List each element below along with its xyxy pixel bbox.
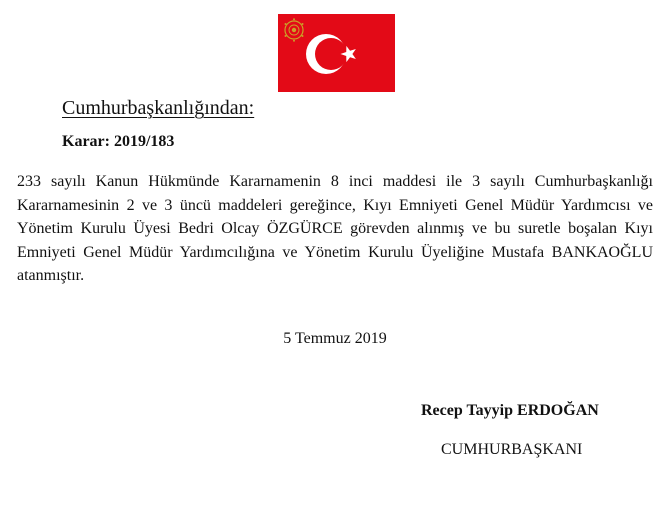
signer-title: CUMHURBAŞKANI [441,441,583,458]
decision-number: Karar: 2019/183 [62,133,175,150]
turkish-flag-icon [278,14,395,92]
decision-date: 5 Temmuz 2019 [283,330,387,347]
decision-body-text: 233 sayılı Kanun Hükmünde Kararnamenin 8 inci maddesi ile 3 sayılı Cumhurbaşkanlığı Kararnamesinin 2 ve 3 üncü maddeleri gereğince, Kıyı Emniyeti Genel Müdür Yardımcısı ve Yönetim Kurulu Üyesi Bedri Olcay ÖZGÜRCE görevden alınmış ve bu suretle boşalan Kıyı Emniyeti Genel Müdür Yardımcılığına ve Yönetim Kurulu Üyeliğine Mustafa BANKAOĞLU atanmıştır. [17,173,653,284]
flag-graphic [278,14,395,92]
signer-name: Recep Tayyip ERDOĞAN [421,402,599,419]
issuer-heading: Cumhurbaşkanlığından: [62,97,255,119]
